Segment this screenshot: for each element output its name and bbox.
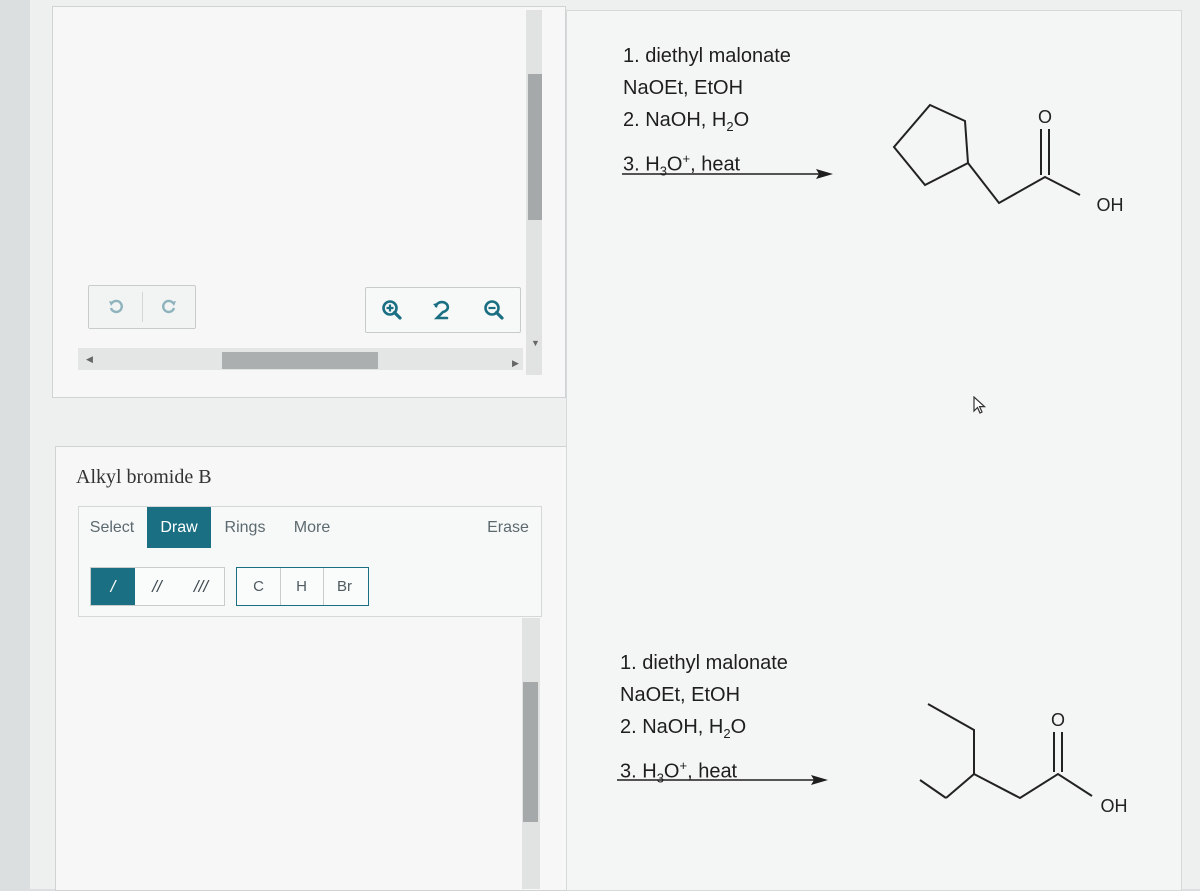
tab-draw[interactable]: Draw bbox=[147, 507, 211, 549]
zoom-out-icon bbox=[483, 299, 505, 321]
reaction-1-step-1: 1. diethyl malonate bbox=[623, 45, 791, 67]
reaction-1-product-structure bbox=[880, 95, 1160, 220]
bond-tools bbox=[90, 567, 225, 606]
atom-hydrogen-button[interactable]: H bbox=[280, 568, 324, 605]
triple-bond-button[interactable]: /// bbox=[193, 576, 209, 596]
reaction-2-reagents: NaOEt, EtOH bbox=[620, 684, 741, 706]
reaction-1-carbonyl-oxygen: O bbox=[1037, 107, 1053, 127]
tab-erase[interactable]: Erase bbox=[487, 519, 529, 536]
reaction-2-arrow bbox=[615, 772, 830, 788]
mouse-cursor-icon bbox=[972, 396, 986, 414]
atom-tools bbox=[236, 567, 369, 606]
structure-canvas-top[interactable] bbox=[52, 6, 566, 398]
tab-rings[interactable]: Rings bbox=[224, 519, 266, 536]
single-bond-button[interactable]: / bbox=[91, 568, 135, 605]
reaction-1-hydroxyl: OH bbox=[1096, 195, 1124, 215]
reaction-2-carbonyl-oxygen: O bbox=[1050, 710, 1066, 730]
reaction-2-step-1: 1. diethyl malonate bbox=[620, 652, 788, 674]
reaction-2-product-structure bbox=[900, 690, 1160, 820]
zoom-out-button[interactable] bbox=[468, 288, 519, 332]
panel-title: Alkyl bromide B bbox=[76, 466, 212, 488]
reaction-2-hydroxyl: OH bbox=[1100, 796, 1128, 816]
editor-tabs bbox=[78, 506, 542, 550]
undo-button[interactable] bbox=[89, 286, 142, 328]
atom-carbon-button[interactable]: C bbox=[237, 568, 281, 605]
double-bond-button[interactable]: // bbox=[152, 576, 162, 596]
zoom-controls bbox=[365, 287, 521, 333]
reaction-2-step-3: 3. $H_3O^+$, heat bbox=[620, 758, 738, 786]
reaction-2-step-2: 2. NaOH, $H_2O$ bbox=[620, 716, 747, 741]
zoom-in-button[interactable] bbox=[366, 288, 417, 332]
tab-more[interactable]: More bbox=[293, 519, 331, 536]
undo-icon bbox=[108, 299, 124, 315]
scroll-down-arrow-icon[interactable]: ▼ bbox=[531, 338, 540, 348]
reaction-1-step-2: 2. NaOH, $H_2O$ bbox=[623, 109, 750, 134]
vertical-scroll-thumb-top[interactable] bbox=[528, 74, 542, 220]
atom-bromine-button[interactable]: Br bbox=[337, 578, 352, 595]
redo-icon bbox=[161, 299, 177, 315]
redo-button[interactable] bbox=[142, 286, 195, 328]
reset-zoom-icon bbox=[432, 299, 454, 321]
reaction-1-reagents: NaOEt, EtOH bbox=[623, 77, 744, 99]
horizontal-scroll-thumb-top[interactable] bbox=[222, 352, 378, 369]
reaction-1-step-3: 3. $H_3O^+$, heat bbox=[623, 151, 741, 179]
undo-redo-group bbox=[88, 285, 196, 329]
reset-zoom-button[interactable] bbox=[417, 288, 468, 332]
vertical-scroll-thumb-bottom[interactable] bbox=[523, 682, 538, 822]
scroll-right-arrow-icon[interactable]: ▶ bbox=[512, 358, 519, 368]
tab-select[interactable]: Select bbox=[89, 519, 135, 536]
scroll-left-arrow-icon[interactable]: ◀ bbox=[86, 354, 93, 364]
reaction-1-arrow bbox=[620, 166, 835, 182]
zoom-in-icon bbox=[381, 299, 403, 321]
